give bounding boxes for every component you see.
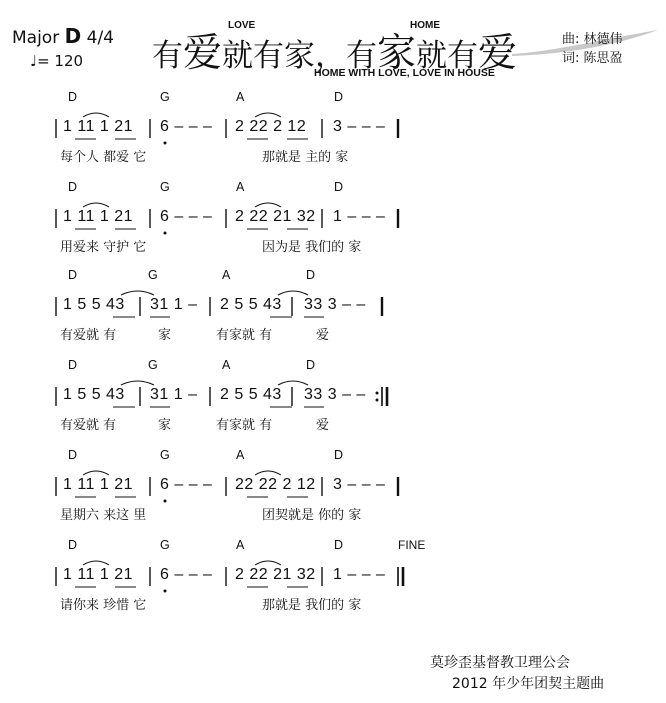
key-prefix: Major xyxy=(12,28,60,48)
lyric-line: 用爱来 守护 它 xyxy=(60,240,147,255)
lyric-line: 家 xyxy=(158,418,172,433)
lyric-line: 因为是 我们的 家 xyxy=(262,240,362,255)
slur xyxy=(255,113,281,117)
chord-symbol: D xyxy=(334,180,344,194)
slur xyxy=(255,561,281,565)
chord-symbol: G xyxy=(160,180,170,194)
title-part: ，有 xyxy=(315,38,378,74)
measure-notes: 3 – – – xyxy=(333,476,386,493)
chord-symbol: D xyxy=(68,448,78,462)
title-part: 就有 xyxy=(416,38,479,74)
octave-dot-below xyxy=(164,500,167,503)
chord-symbol: D xyxy=(334,538,344,552)
lyricist-credit: 词: 陈思盈 xyxy=(562,51,623,66)
octave-dot-below xyxy=(164,232,167,235)
chord-symbol: G xyxy=(160,538,170,552)
slur xyxy=(278,381,308,385)
lyric-line: 家 xyxy=(158,328,172,343)
song-subtitle: HOME WITH LOVE, LOVE IN HOUSE xyxy=(314,67,495,79)
title-part: 有 xyxy=(152,38,183,74)
time-signature: 4/4 xyxy=(86,28,114,48)
measure-notes: 6 – – – xyxy=(160,208,213,225)
chord-symbol: G xyxy=(160,90,170,104)
chord-symbol: A xyxy=(236,180,245,194)
lyric-line: 有家就 有 xyxy=(216,328,273,343)
measure-notes: 31 1 – xyxy=(150,296,198,313)
lyric-line: 每个人 都爱 它 xyxy=(60,150,147,165)
tempo-value: = 120 xyxy=(37,52,84,70)
slur xyxy=(278,291,308,295)
measure-notes: 2 22 2 12 xyxy=(235,118,307,135)
measure-notes: 1 11 1 21 xyxy=(63,208,134,225)
chord-symbol: D xyxy=(68,358,78,372)
chord-symbol: D xyxy=(68,90,78,104)
slur xyxy=(121,381,154,385)
measure-notes: 2 22 21 32 xyxy=(235,208,316,225)
title-part: 家 xyxy=(377,31,417,76)
title-part: 就有家 xyxy=(222,38,316,74)
chord-symbol: D xyxy=(306,268,316,282)
footer-occasion: 2012 年少年团契主题曲 xyxy=(452,676,605,692)
lyric-line: 有家就 有 xyxy=(216,418,273,433)
lyric-line: 那就是 主的 家 xyxy=(262,150,349,165)
lyric-line: 有爱就 有 xyxy=(60,328,117,343)
lyric-line: 星期六 来这 里 xyxy=(60,508,147,523)
chord-symbol: D xyxy=(68,538,78,552)
measure-notes: 3 – – – xyxy=(333,118,386,135)
chord-symbol: G xyxy=(160,448,170,462)
tag-love: LOVE xyxy=(228,20,256,31)
chord-symbol: A xyxy=(236,90,245,104)
chord-symbol: A xyxy=(222,358,231,372)
title-part: 爱 xyxy=(183,31,223,76)
chord-symbol: D xyxy=(334,90,344,104)
chord-symbol: A xyxy=(236,448,245,462)
lyric-line: 团契就是 你的 家 xyxy=(262,508,362,523)
lyric-line: 那就是 我们的 家 xyxy=(262,598,362,613)
measure-notes: 6 – – – xyxy=(160,566,213,583)
quarter-note-icon: ♩ xyxy=(30,52,38,70)
measure-notes: 33 3 – – xyxy=(304,296,366,313)
repeat-dot xyxy=(376,392,379,395)
measure-notes: 22 22 2 12 xyxy=(235,476,316,493)
chord-symbol: A xyxy=(222,268,231,282)
slur xyxy=(83,471,109,475)
measure-notes: 6 – – – xyxy=(160,476,213,493)
chord-symbol: G xyxy=(148,268,158,282)
tag-home: HOME xyxy=(410,20,440,31)
measure-notes: 1 11 1 21 xyxy=(63,118,134,135)
slur xyxy=(255,203,281,207)
chord-symbol: D xyxy=(68,268,78,282)
measure-notes: 31 1 – xyxy=(150,386,198,403)
measure-notes: 1 11 1 21 xyxy=(63,566,134,583)
chord-symbol: G xyxy=(148,358,158,372)
slur xyxy=(121,291,154,295)
measure-notes: 2 5 5 43 xyxy=(220,386,282,403)
composer-credit: 曲: 林德伟 xyxy=(562,32,623,47)
title-part: 爱 xyxy=(478,31,518,76)
fine-marking: FINE xyxy=(398,538,426,552)
key-letter: D xyxy=(64,24,82,48)
measure-notes: 1 5 5 43 xyxy=(63,386,125,403)
lyric-line: 请你来 珍惜 它 xyxy=(60,598,147,613)
lyric-line: 有爱就 有 xyxy=(60,418,117,433)
footer-organization: 莫珍歪基督教卫理公会 xyxy=(430,655,570,671)
slur xyxy=(83,113,109,117)
measure-notes: 1 – – – xyxy=(333,566,386,583)
measure-notes: 6 – – – xyxy=(160,118,213,135)
chord-symbol: D xyxy=(306,358,316,372)
measure-notes: 33 3 – – xyxy=(304,386,366,403)
slur xyxy=(255,471,281,475)
measure-notes: 1 11 1 21 xyxy=(63,476,134,493)
octave-dot-below xyxy=(164,142,167,145)
measure-notes: 2 5 5 43 xyxy=(220,296,282,313)
slur xyxy=(83,203,109,207)
slur xyxy=(83,561,109,565)
repeat-dot xyxy=(376,399,379,402)
chord-symbol: D xyxy=(68,180,78,194)
chord-symbol: A xyxy=(236,538,245,552)
lyric-line: 爱 xyxy=(316,418,330,433)
measure-notes: 1 5 5 43 xyxy=(63,296,125,313)
measure-notes: 1 – – – xyxy=(333,208,386,225)
lyric-line: 爱 xyxy=(316,328,330,343)
octave-dot-below xyxy=(164,590,167,593)
chord-symbol: D xyxy=(334,448,344,462)
measure-notes: 2 22 21 32 xyxy=(235,566,316,583)
